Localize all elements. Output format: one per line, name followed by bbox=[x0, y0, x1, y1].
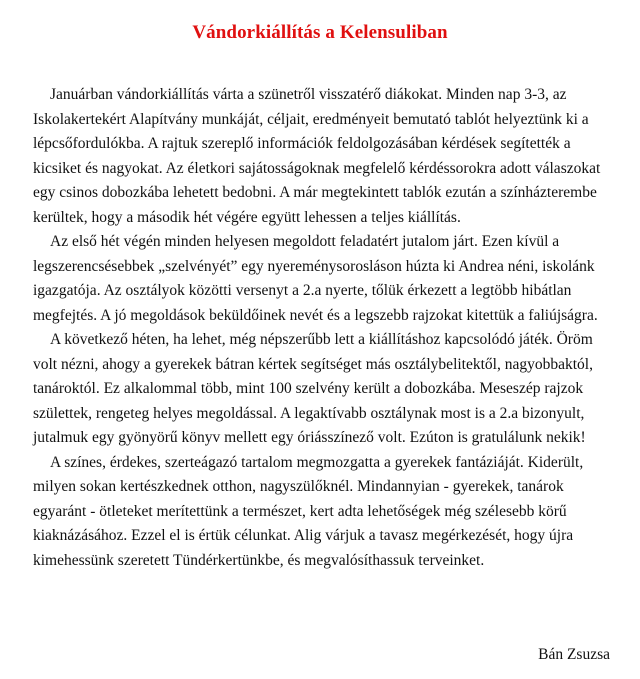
article-title: Vándorkiállítás a Kelensuliban bbox=[192, 22, 448, 43]
paragraph-3: A következő héten, ha lehet, még népszerűbb lett a kiállításhoz kapcsolódó játék. Öröm volt nézni, ahogy a gyerekek bátran kértek segítséget más osztálybelitektől, nagyobbaktól, tanároktól. Ez alkalommal több, mint 100 szelvény került a dobozkába. Meseszép rajzok születtek, rengeteg helyes megoldással. A legaktívabb osztálynak most is a 2.a bizonyult, jutalmuk egy gyönyörű könyv mellett egy óriásszínező volt. Ezúton is gratulálunk nekik! bbox=[33, 331, 593, 446]
article-body bbox=[33, 83, 609, 573]
paragraph-1: Januárban vándorkiállítás várta a szünetről visszatérő diákokat. Minden nap 3-3, az Iskolakertekért Alapítvány munkáját, céljait, eredményeit bemutató tablót helyeztünk ki a lépcsőfordulókba. A rajtuk szereplő információk feldolgozásában kérdések segítették a kicsiket és nagyokat. Az életkori sajátosságoknak megfelelő kérdéssorokra adott válaszokat egy csinos dobozkába lehetett bedobni. A már megtekintett tablók ezután a színházterembe kerültek, hogy a második hét végére együtt lehessen a teljes kiállítás. bbox=[33, 86, 601, 226]
paragraph-2: Az első hét végén minden helyesen megoldott feladatért jutalom járt. Ezen kívül a legszerencsésebbek „szelvényét” egy nyereménysorosláson húzta ki Andrea néni, iskolánk igazgatója. Az osztályok közötti versenyt a 2.a nyerte, tőlük érkezett a legtöbb hibátlan megfejtés. A jó megoldások beküldőinek nevét és a legszebb rajzokat kitettük a faliújságra. bbox=[33, 233, 598, 324]
paragraph-4: A színes, érdekes, szerteágazó tartalom megmozgatta a gyerekek fantáziáját. Kiderült, milyen sokan kertészkednek otthon, nagyszülőknél. Mindannyian - gyerekek, tanárok egyaránt - ötleteket merítettünk a természet, kert adta lehetőségek még szélesebb körű kiaknázásához. Ezzel el is értük célunkat. Alig várjuk a tavasz megérkezését, hogy újra kimehessünk szeretett Tündérkertünkbe, és megvalósíthassuk terveinket. bbox=[33, 453, 584, 569]
author-signature: Bán Zsuzsa bbox=[538, 646, 610, 663]
